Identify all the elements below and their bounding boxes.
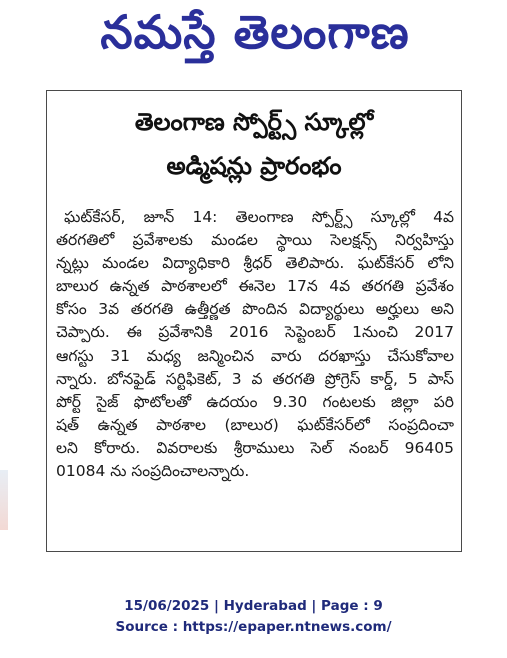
article-line: ఆగస్టు 31 మధ్య జన్మించిన వారు దరఖాస్తు చేసుకోవాల <box>56 346 454 365</box>
clipping-footer <box>0 596 507 638</box>
headline-line-2: అడ్మిషన్లు ప్రారంభం <box>166 152 342 180</box>
article-line: న్నారు. బోనఫైడ్ సర్టిఫికెట్, 3 వ తరగతి ప్రోగ్రెస్ కార్డ్, 5 పాస్ <box>56 369 454 388</box>
article-line: 01084 ను సంప్రదించాలన్నారు. <box>56 462 250 481</box>
article-line: కోసం 3వ తరగతి ఉత్తీర్ణత పొందిన విద్యార్థులు అర్హులు అని <box>56 300 454 319</box>
adjacent-column-fragment-right <box>497 140 507 560</box>
article-body <box>56 206 454 483</box>
masthead-title: నమస్తే తెలంగాణ <box>100 5 410 59</box>
publication-meta: 15/06/2025 | Hyderabad | Page : 9 <box>124 598 383 614</box>
headline-line-1: తెలంగాణ స్పోర్ట్స్ స్కూల్లో <box>134 108 374 136</box>
newspaper-masthead <box>50 6 460 70</box>
adjacent-image-fragment <box>0 470 8 530</box>
article-line: చెప్పారు. ఈ ప్రవేశానికి 2016 సెప్టెంబర్ 1నుంచి 2017 <box>56 323 454 342</box>
article-line: పోర్ట్ సైజ్ ఫొటోలతో ఉదయం 9.30 గంటలకు జిల్లా పరి <box>56 392 454 411</box>
article-line: బాలుర ఉన్నత పాఠశాలలో ఈనెల 17న 4వ తరగతి ప్రవేశం <box>56 277 454 296</box>
article-line: షత్ ఉన్నత పాఠశాల (బాలుర) ఘట్‌కేసర్‌లో సంప్రదించా <box>56 415 454 434</box>
article-line: లని కోరారు. వివరాలకు శ్రీరాములు సెల్ నంబర్ 96405 <box>56 438 454 457</box>
article-line: న్నట్లు మండల విద్యాధికారి శ్రీధర్ తెలిపారు. ఘట్‌కేసర్ లోని <box>56 254 454 273</box>
article-line: ఘట్‌కేసర్, జూన్ 14: తెలంగాణ స్పోర్ట్స్ స్కూల్లో 4వ <box>64 208 454 226</box>
article-line: తరగతిలో ప్రవేశాలకు మండల స్థాయి సెలక్షన్స్ నిర్వహిస్తు <box>56 231 454 250</box>
source-link[interactable]: Source : https://epaper.ntnews.com/ <box>115 619 392 635</box>
